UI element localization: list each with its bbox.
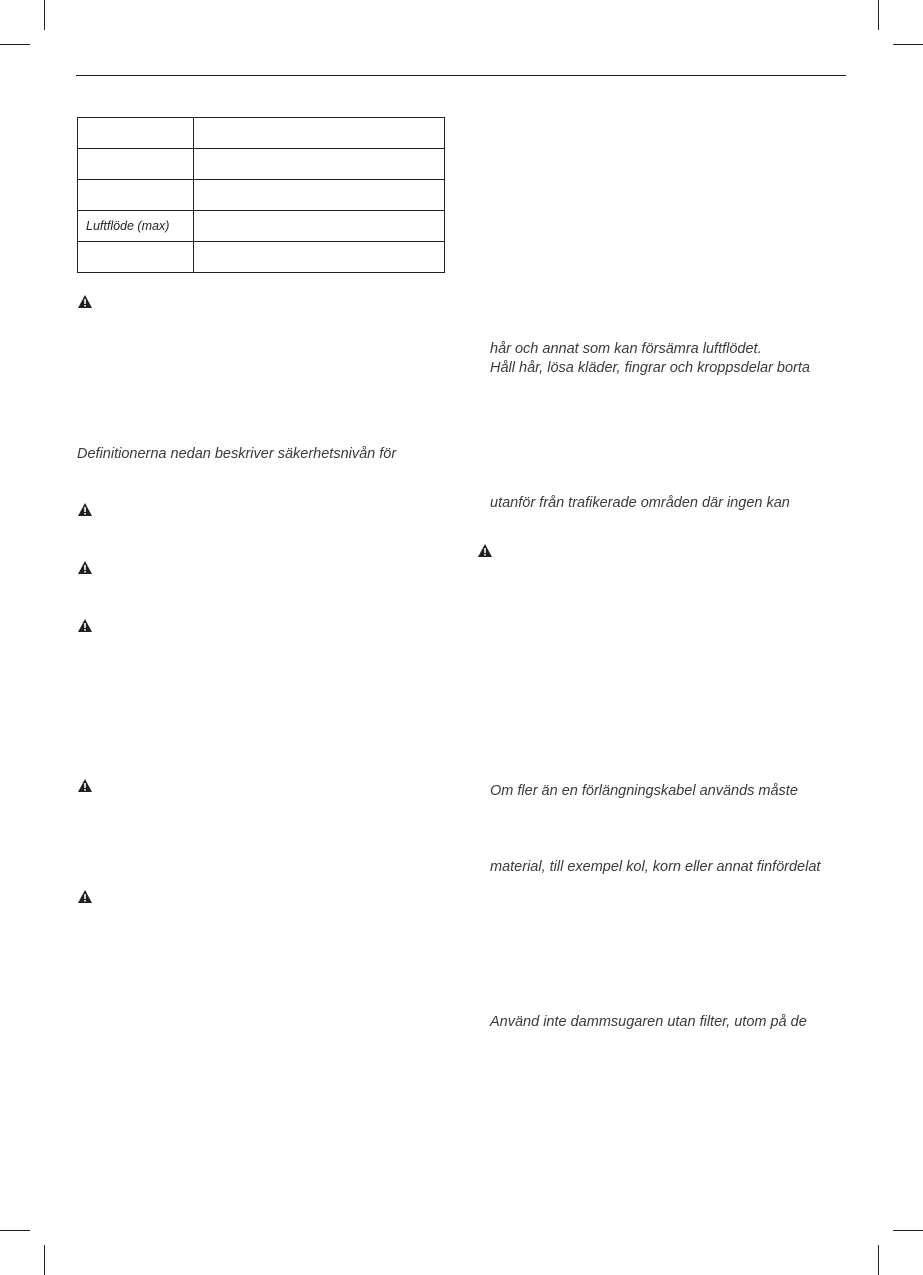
spec-value [194,149,445,180]
crop-mark-top-right-v [878,0,879,30]
table-row [78,118,445,149]
fine-material-text: material, till exempel kol, korn eller annat finfördelat [490,859,821,875]
filter-warning-text: Använd inte dammsugaren utan filter, utom på de [490,1014,807,1030]
warning-triangle-icon [78,295,92,308]
spec-value [194,180,445,211]
crop-mark-top-right-h [893,44,923,45]
table-row [78,211,445,242]
table-row [78,180,445,211]
crop-mark-bottom-left-h [0,1230,30,1231]
traffic-areas-text: utanför från trafikerade områden där ingen kan [490,495,790,511]
spec-label-airflow: Luftflöde (max) [78,211,194,242]
table-row [78,242,445,273]
crop-mark-top-left-v [44,0,45,30]
crop-mark-top-left-h [0,44,30,45]
spec-value [194,118,445,149]
header-rule [76,75,846,76]
warning-triangle-icon [478,544,492,557]
warning-triangle-icon [78,890,92,903]
crop-mark-bottom-right-v [878,1245,879,1275]
table-row [78,149,445,180]
spec-value [194,242,445,273]
spec-label [78,149,194,180]
extension-cord-text: Om fler än en förlängningskabel används måste [490,783,798,799]
spec-label [78,118,194,149]
keep-away-text: Håll hår, lösa kläder, fingrar och kroppsdelar borta [490,360,810,376]
spec-label [78,180,194,211]
warning-triangle-icon [78,779,92,792]
definitions-intro-text: Definitionerna nedan beskriver säkerhetsnivån för [77,446,397,462]
crop-mark-bottom-left-v [44,1245,45,1275]
warning-triangle-icon [78,561,92,574]
spec-table [77,117,445,273]
hair-airflow-text: hår och annat som kan försämra luftflödet. [490,341,762,357]
crop-mark-bottom-right-h [893,1230,923,1231]
warning-triangle-icon [78,619,92,632]
spec-label [78,242,194,273]
warning-triangle-icon [78,503,92,516]
spec-value [194,211,445,242]
